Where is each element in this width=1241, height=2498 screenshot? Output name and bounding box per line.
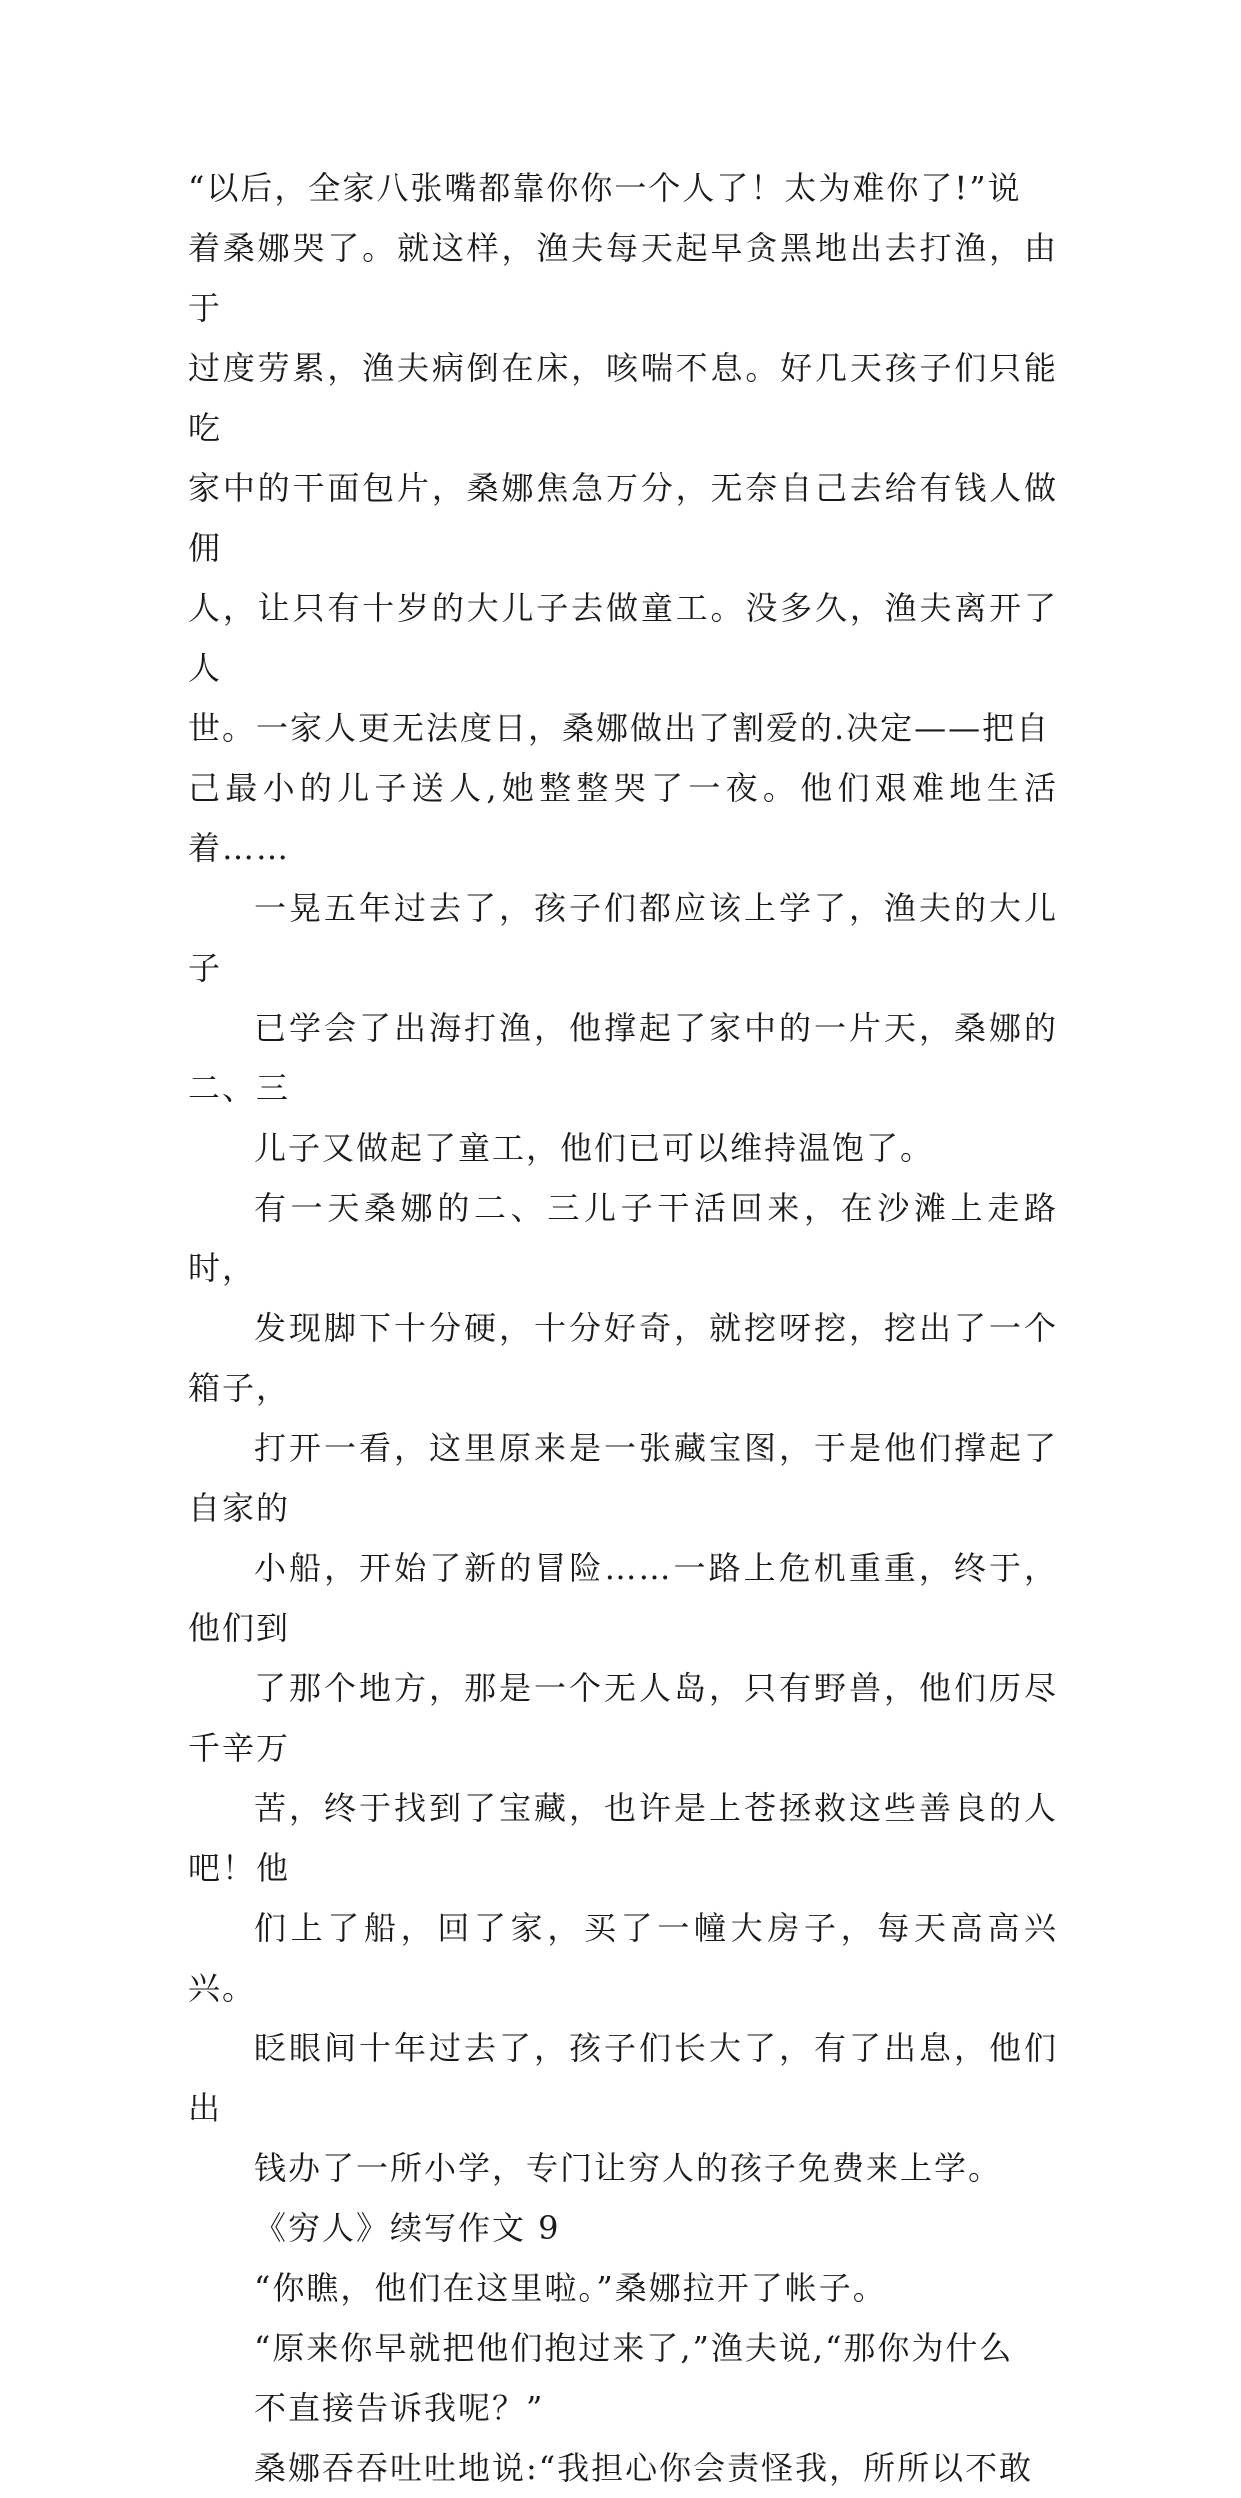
paragraph: [188, 2438, 1058, 2498]
text-line: 人，让只有十岁的大儿子去做童工。没多久，渔夫离开了人: [188, 589, 1058, 687]
text-line: 有一天桑娜的二、三儿子干活回来，在沙滩上走路时，: [188, 1189, 1058, 1287]
paragraph: [188, 878, 1058, 1178]
text-line: 不直接告诉我呢？”: [254, 2389, 545, 2427]
text-line: 苦，终于找到了宝藏，也许是上苍拯救这些善良的人吧！他: [188, 1789, 1058, 1887]
text-line: 了那个地方，那是一个无人岛，只有野兽，他们历尽千辛万: [188, 1669, 1058, 1767]
text-line: “以后，全家八张嘴都靠你你一个人了！太为难你了!”说: [188, 169, 1022, 207]
story-text: [188, 158, 1058, 2498]
text-line: 小船，开始了新的冒险……一路上危机重重，终于，他们到: [188, 1549, 1058, 1647]
text-line: 一晃五年过去了，孩子们都应该上学了，渔夫的大儿子: [188, 889, 1058, 987]
text-line: 过度劳累，渔夫病倒在床，咳喘不息。好几天孩子们只能吃: [188, 349, 1058, 447]
text-line: 着桑娜哭了。就这样，渔夫每天起早贪黑地出去打渔，由于: [188, 229, 1058, 327]
text-line: 《穷人》续写作文 9: [254, 2209, 561, 2247]
text-line: 家中的干面包片，桑娜焦急万分，无奈自己去给有钱人做佣: [188, 469, 1058, 567]
text-line: 儿子又做起了童工，他们已可以维持温饱了。: [254, 1129, 935, 1167]
paragraph: [188, 2258, 1058, 2318]
text-line: 已学会了出海打渔，他撑起了家中的一片天，桑娜的二、三: [188, 1009, 1058, 1107]
text-line: 们上了船，回了家，买了一幢大房子，每天高高兴兴。: [188, 1909, 1058, 2007]
paragraph: [188, 2198, 1058, 2258]
text-line: 眨眼间十年过去了，孩子们长大了，有了出息，他们出: [188, 2029, 1058, 2127]
text-line: 钱办了一所小学，专门让穷人的孩子免费来上学。: [254, 2149, 1003, 2187]
paragraph: [188, 2318, 1058, 2438]
paragraph: [188, 1178, 1058, 2018]
text-line: 己最小的儿子送人,她整整哭了一夜。他们艰难地生活着……: [188, 769, 1058, 867]
paragraph: [188, 158, 1058, 878]
text-line: “原来你早就把他们抱过来了,”渔夫说,“那你为什么: [254, 2329, 1014, 2367]
text-line: 发现脚下十分硬，十分好奇，就挖呀挖，挖出了一个箱子，: [188, 1309, 1058, 1407]
text-line: 桑娜吞吞吐吐地说:“我担心你会责怪我，所所以不敢: [254, 2449, 1034, 2487]
paragraph: [188, 2018, 1058, 2198]
text-line: 打开一看，这里原来是一张藏宝图，于是他们撑起了自家的: [188, 1429, 1058, 1527]
text-line: 世。一家人更无法度日，桑娜做出了割爱的.决定——把自: [188, 709, 1051, 747]
text-line: “你瞧，他们在这里啦。”桑娜拉开了帐子。: [254, 2269, 887, 2307]
